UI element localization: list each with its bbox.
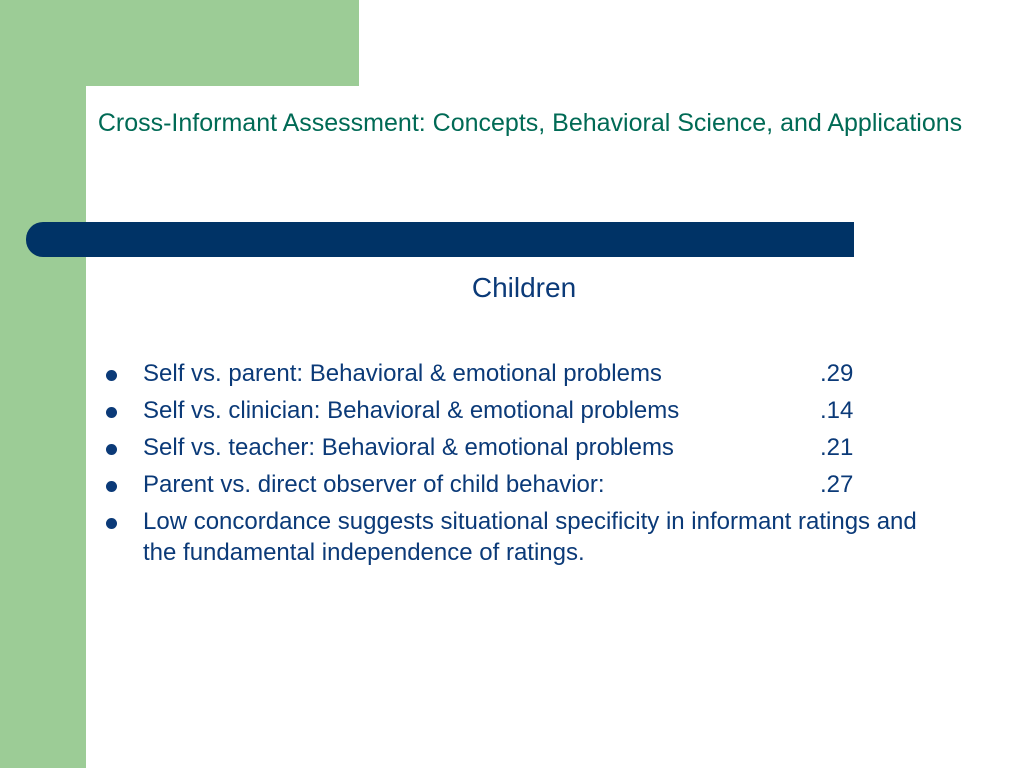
item-value: .14 bbox=[820, 397, 854, 424]
list-item bbox=[103, 395, 933, 426]
bullet-dot-icon bbox=[106, 444, 117, 455]
top-green-frame bbox=[86, 0, 359, 86]
item-value: .21 bbox=[820, 434, 854, 461]
bullet-list bbox=[103, 358, 933, 574]
item-label: Self vs. teacher: Behavioral & emotional problems bbox=[143, 434, 674, 461]
bullet-dot-icon bbox=[106, 407, 117, 418]
left-green-frame bbox=[0, 0, 86, 768]
item-label: Parent vs. direct observer of child behavior: bbox=[143, 471, 605, 498]
item-label: Self vs. parent: Behavioral & emotional problems bbox=[143, 360, 662, 387]
item-label: Self vs. clinician: Behavioral & emotional problems bbox=[143, 397, 680, 424]
list-item bbox=[103, 469, 933, 500]
title-divider-bar bbox=[26, 222, 854, 257]
list-item bbox=[103, 358, 933, 389]
bullet-dot-icon bbox=[106, 481, 117, 492]
bullet-dot-icon bbox=[106, 518, 117, 529]
item-value: .27 bbox=[820, 471, 854, 498]
item-value: .29 bbox=[820, 360, 854, 387]
bullet-dot-icon bbox=[106, 370, 117, 381]
list-item bbox=[103, 432, 933, 463]
note-text: Low concordance suggests situational specificity in informant ratings and the fundamental independence of ratings. bbox=[143, 508, 917, 566]
slide-subtitle: Children bbox=[471, 272, 577, 303]
slide-title: Cross-Informant Assessment: Concepts, Behavioral Science, and Applications bbox=[97, 109, 963, 137]
list-item bbox=[103, 506, 933, 568]
